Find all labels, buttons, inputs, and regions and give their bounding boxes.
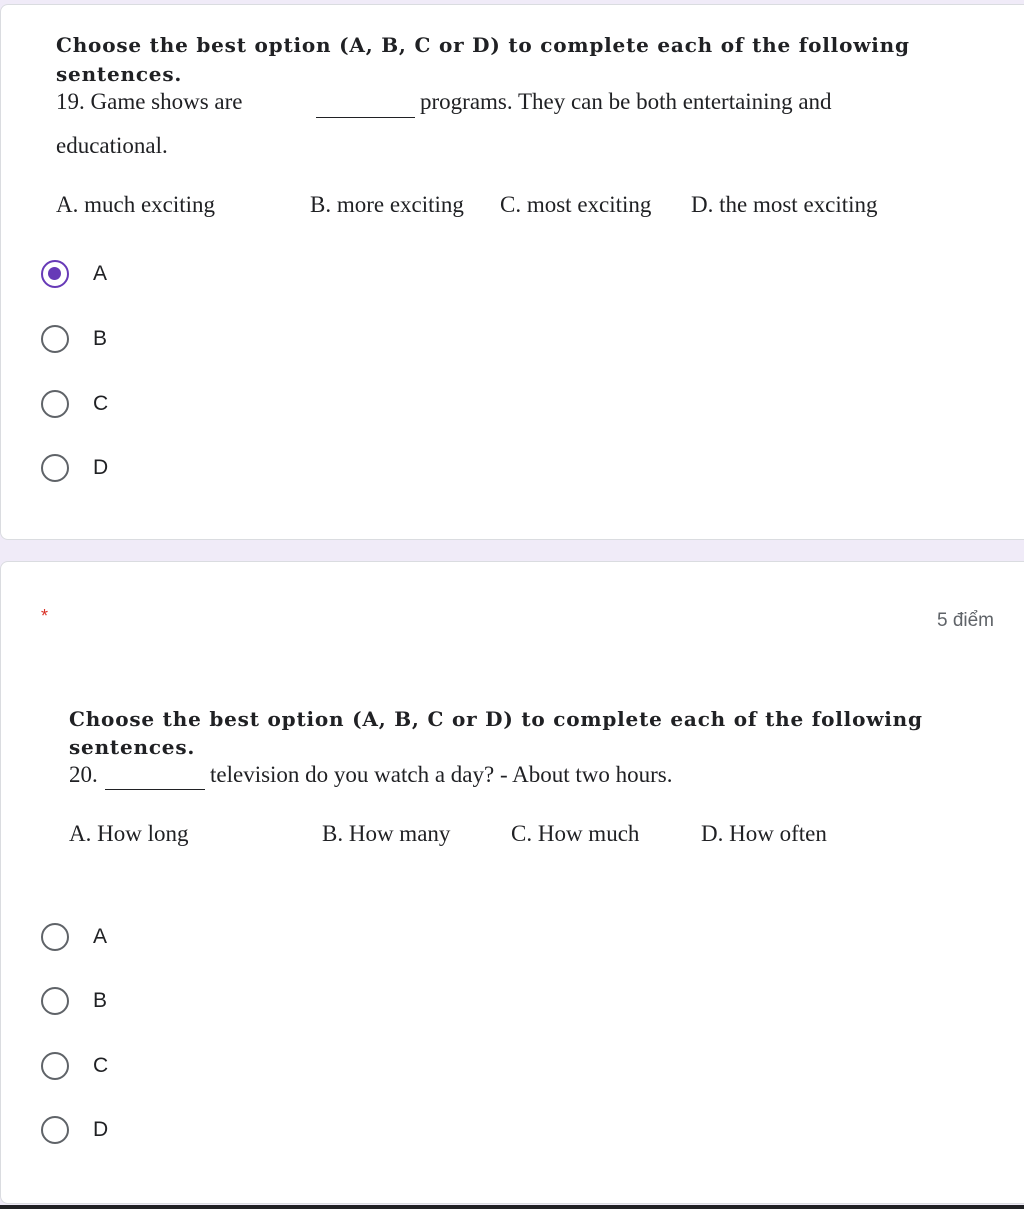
question-sentence-line2: educational.: [56, 133, 168, 158]
screen-bottom-edge: [0, 1205, 1024, 1209]
question-card-20: [0, 561, 1024, 1204]
radio-option-label: B: [93, 989, 108, 1012]
question-sentence-prefix: 20.: [69, 762, 98, 787]
radio-option-label: A: [93, 925, 108, 948]
choice-text-b: B. How many: [322, 821, 451, 846]
radio-option-label: C: [93, 392, 109, 415]
choice-text-c: C. How much: [511, 821, 640, 846]
radio-checked-icon[interactable]: [41, 260, 69, 288]
radio-option-c[interactable]: [39, 386, 339, 426]
radio-unchecked-icon[interactable]: [41, 923, 69, 951]
radio-option-label: D: [93, 456, 109, 479]
radio-unchecked-icon[interactable]: [41, 987, 69, 1015]
radio-option-b[interactable]: [39, 321, 339, 361]
question-card-19: [0, 4, 1024, 540]
choice-text-c: C. most exciting: [500, 192, 652, 217]
radio-option-label: A: [93, 262, 108, 285]
radio-unchecked-icon[interactable]: [41, 1116, 69, 1144]
radio-option-a[interactable]: [39, 256, 339, 296]
choice-text-a: A. much exciting: [56, 192, 216, 217]
choice-text-a: A. How long: [69, 821, 189, 846]
choice-text-d: D. How often: [701, 821, 827, 846]
answer-blank: [105, 789, 205, 790]
question-sentence-suffix: television do you watch a day? - About two hours.: [210, 762, 673, 787]
choice-text-d: D. the most exciting: [691, 192, 878, 217]
question-sentence-suffix: programs. They can be both entertaining and: [420, 89, 832, 114]
radio-option-label: B: [93, 327, 108, 350]
radio-unchecked-icon[interactable]: [41, 325, 69, 353]
radio-option-label: D: [93, 1118, 109, 1141]
question-heading-line2: sentences.: [56, 62, 183, 86]
question-heading-line1: Choose the best option (A, B, C or D) to complete each of the following: [56, 33, 910, 57]
radio-unchecked-icon[interactable]: [41, 390, 69, 418]
question-heading-line1: Choose the best option (A, B, C or D) to complete each of the following: [69, 707, 923, 731]
question-sentence-prefix: 19. Game shows are: [56, 89, 243, 114]
radio-option-c[interactable]: [39, 1048, 339, 1088]
question-heading-line2: sentences.: [69, 735, 196, 759]
points-label: 5 điểm: [936, 610, 994, 631]
choice-text-b: B. more exciting: [310, 192, 464, 217]
radio-option-d[interactable]: [39, 1112, 339, 1152]
radio-option-a[interactable]: [39, 919, 339, 959]
radio-option-b[interactable]: [39, 983, 339, 1023]
radio-unchecked-icon[interactable]: [41, 1052, 69, 1080]
radio-option-label: C: [93, 1054, 109, 1077]
radio-unchecked-icon[interactable]: [41, 454, 69, 482]
answer-blank: [316, 117, 415, 118]
radio-option-d[interactable]: [39, 450, 339, 490]
required-asterisk: *: [41, 606, 49, 626]
